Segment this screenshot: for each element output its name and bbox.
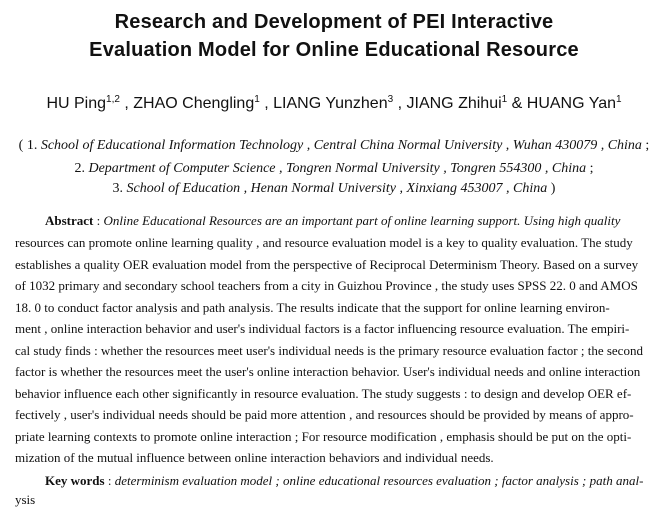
- abstract-line: priate learning contexts to promote online interaction ; For resource modification , emphasis should be put on the opti-: [15, 429, 632, 444]
- affiliation-2-suffix: ;: [586, 161, 594, 176]
- affiliation-2-prefix: 2.: [74, 161, 89, 176]
- affiliation-3-prefix: 3.: [112, 181, 127, 196]
- paper-title-line-1: Research and Development of PEI Interactive: [114, 11, 554, 33]
- author-name: HUANG Yan: [526, 95, 616, 112]
- author-separator: &: [507, 95, 527, 112]
- author-affiliation-mark: 3: [387, 94, 394, 105]
- affiliation-3-suffix: ): [547, 181, 556, 196]
- affiliation-1-suffix: ;: [641, 138, 650, 153]
- abstract-line: mization of the mutual influence between online interaction behaviors and individual needs.: [15, 450, 494, 465]
- author-name: ZHAO Chengling: [133, 95, 255, 112]
- author-separator: ,: [393, 95, 407, 112]
- abstract-text: Online Educational Resources are an important part of online learning support. Using high quality: [103, 213, 621, 228]
- abstract-line: establishes a quality OER evaluation model from the perspective of Reciprocal Determinism Theory. Based on a survey: [15, 257, 639, 272]
- keywords-colon: :: [104, 473, 115, 488]
- author-affiliation-mark: 1: [501, 94, 508, 105]
- abstract-line: fectively , user's individual needs should be paid more attention , and resources should be provided by means of appro-: [15, 407, 634, 422]
- keywords-text: determinism evaluation model ; online educational resources evaluation ; factor analysis ; path anal-: [114, 473, 644, 488]
- abstract-line: 18. 0 to conduct factor analysis and path analysis. The results indicate that the support for online learning environ-: [15, 300, 610, 315]
- abstract-line: factor is whether the resources meet the user's online interaction behavior. User's individual needs and online interaction: [15, 364, 641, 379]
- abstract-line: of 1032 primary and secondary school teachers from a city in Guizhou Province , the study uses SPSS 22. 0 and AMOS: [15, 278, 638, 293]
- author-affiliation-mark: 1: [615, 94, 622, 105]
- abstract-label: Abstract: [45, 213, 94, 228]
- author-separator: ,: [119, 95, 129, 112]
- author-name: JIANG Zhihui: [406, 95, 502, 112]
- paper-title-line-2: Evaluation Model for Online Educational Resource: [89, 39, 579, 61]
- abstract-line: cal study finds : whether the resources meet user's individual needs is the primary resource evaluation factor ; the second: [15, 343, 643, 358]
- abstract-line: behavior influence each other significantly in resource evaluation. The study suggests : to design and develop OER ef-: [15, 386, 632, 401]
- affiliation-3: [0, 180, 668, 198]
- affiliation-3-text: School of Education , Henan Normal University , Xinxiang 453007 , China: [126, 181, 548, 196]
- abstract-line: resources can promote online learning quality , and resource evaluation model is a key to quality evaluation. The study: [15, 235, 633, 250]
- author-name: HU Ping: [46, 95, 107, 112]
- author-name: LIANG Yunzhen: [273, 95, 388, 112]
- affiliation-1-prefix: ( 1.: [18, 138, 41, 153]
- affiliation-2-text: Department of Computer Science , Tongren Normal University , Tongren 554300 , China: [88, 161, 587, 176]
- keywords-label: Key words: [45, 473, 105, 488]
- abstract-line: ment , online interaction behavior and user's individual factors is a factor influencing resource evaluation. The empiri-: [15, 321, 630, 336]
- affiliation-1-text: School of Educational Information Technology , Central China Normal University , Wuhan 430079 , China: [40, 138, 642, 153]
- keywords-line: [15, 472, 655, 490]
- affiliation-2: [0, 160, 668, 178]
- abstract-colon: :: [93, 213, 104, 228]
- author-list: [0, 94, 668, 114]
- affiliation-1: [0, 137, 668, 155]
- author-separator: ,: [259, 95, 269, 112]
- author-affiliation-mark: 1: [254, 94, 260, 105]
- author-affiliation-mark: 1,2: [106, 94, 120, 105]
- abstract-line: [15, 212, 655, 230]
- keywords-line: ysis: [15, 492, 36, 507]
